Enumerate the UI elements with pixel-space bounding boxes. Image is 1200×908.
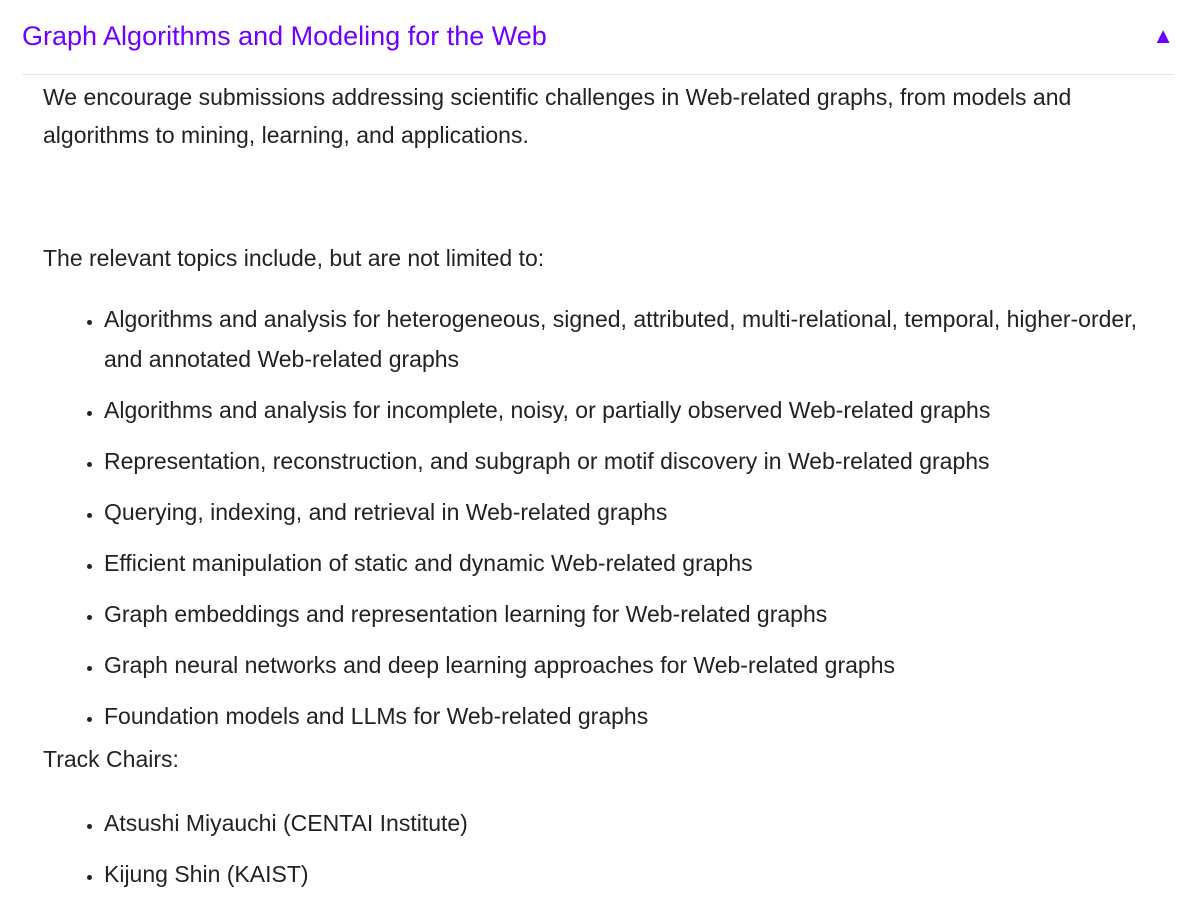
- collapse-triangle-icon[interactable]: ▲: [1152, 23, 1174, 48]
- topic-item: • Querying, indexing, and retrieval in Web-related graphs: [104, 492, 1153, 532]
- chair-item: • Atsushi Miyauchi (CENTAI Institute): [104, 803, 1153, 843]
- topic-item: • Graph neural networks and deep learning approaches for Web-related graphs: [104, 645, 1153, 685]
- topics-lead: The relevant topics include, but are not limited to:: [43, 245, 545, 271]
- track-chairs-heading: Track Chairs:: [43, 746, 179, 772]
- topic-item: • Graph embeddings and representation learning for Web-related graphs: [104, 594, 1153, 634]
- topics-list: [43, 299, 1153, 736]
- topic-item: • Foundation models and LLMs for Web-related graphs: [104, 696, 1153, 736]
- section-title[interactable]: Graph Algorithms and Modeling for the Web: [22, 21, 547, 51]
- accordion-body: [43, 78, 1153, 905]
- topic-item: • Representation, reconstruction, and subgraph or motif discovery in Web-related graphs: [104, 441, 1153, 481]
- topic-item: • Algorithms and analysis for heterogeneous, signed, attributed, multi-relational, temporal, higher-order, and annotated Web-related graphs: [104, 299, 1153, 379]
- chair-item: • Kijung Shin (KAIST): [104, 854, 1153, 894]
- intro-paragraph: We encourage submissions addressing scientific challenges in Web-related graphs, from models and algorithms to mining, learning, and applications.: [43, 84, 1072, 148]
- accordion-header[interactable]: [22, 0, 1174, 75]
- chairs-list: [43, 803, 1153, 894]
- topic-item: • Algorithms and analysis for incomplete, noisy, or partially observed Web-related graphs: [104, 390, 1153, 430]
- topic-item: • Efficient manipulation of static and dynamic Web-related graphs: [104, 543, 1153, 583]
